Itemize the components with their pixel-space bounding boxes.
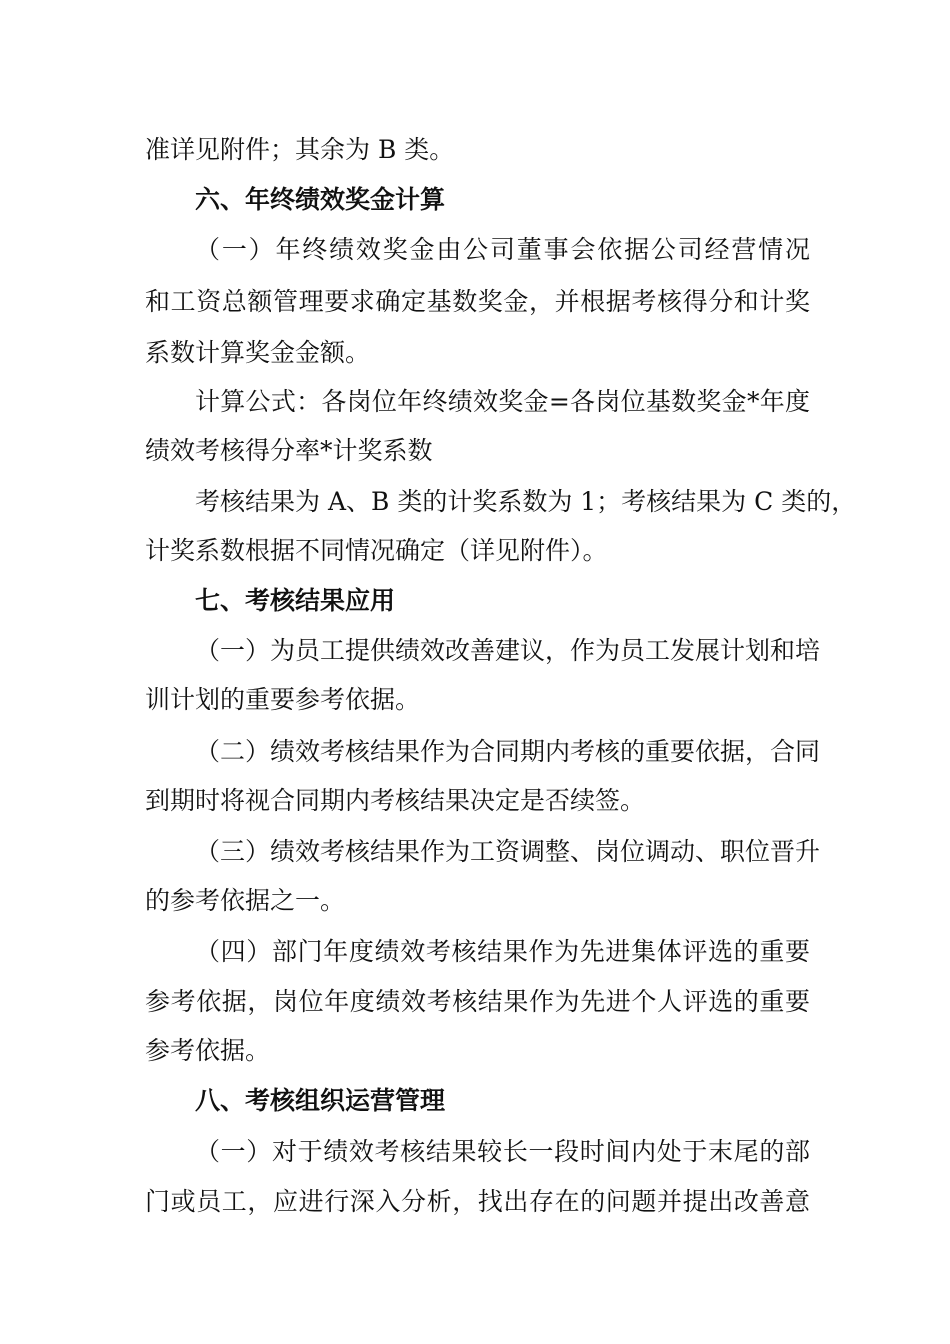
paragraph-line: （一）年终绩效奖金由公司董事会依据公司经营情况 xyxy=(195,235,810,264)
paragraph-line: 的参考依据之一。 xyxy=(145,886,346,915)
paragraph-line: （一）为员工提供绩效改善建议，作为员工发展计划和培 xyxy=(195,636,821,665)
section-heading-six: 六、年终绩效奖金计算 xyxy=(195,185,446,214)
paragraph-line: 计奖系数根据不同情况确定（详见附件）。 xyxy=(145,536,608,565)
formula-line: 计算公式：各岗位年终绩效奖金=各岗位基数奖金*年度 xyxy=(195,387,810,416)
paragraph-line: 到期时将视合同期内考核结果决定是否续签。 xyxy=(145,786,646,815)
paragraph-line: （一）对于绩效考核结果较长一段时间内处于末尾的部 xyxy=(195,1137,810,1166)
paragraph-line: （四）部门年度绩效考核结果作为先进集体评选的重要 xyxy=(195,937,810,966)
paragraph-line: 准详见附件；其余为 B 类。 xyxy=(145,135,455,164)
paragraph-line: 考核结果为 A、B 类的计奖系数为 1；考核结果为 C 类的， xyxy=(195,487,857,516)
paragraph-line: 训计划的重要参考依据。 xyxy=(145,685,421,714)
formula-line: 绩效考核得分率*计奖系数 xyxy=(145,436,433,465)
paragraph-line: 系数计算奖金金额。 xyxy=(145,338,371,367)
section-heading-eight: 八、考核组织运营管理 xyxy=(195,1086,446,1115)
paragraph-line: 参考依据。 xyxy=(145,1036,271,1065)
paragraph-line: （二）绩效考核结果作为合同期内考核的重要依据，合同 xyxy=(195,737,821,766)
paragraph-line: 参考依据，岗位年度绩效考核结果作为先进个人评选的重要 xyxy=(145,987,810,1016)
paragraph-line: 门或员工，应进行深入分析，找出存在的问题并提出改善意 xyxy=(145,1187,810,1216)
section-heading-seven: 七、考核结果应用 xyxy=(195,586,396,615)
paragraph-line: （三）绩效考核结果作为工资调整、岗位调动、职位晋升 xyxy=(195,837,821,866)
paragraph-line: 和工资总额管理要求确定基数奖金，并根据考核得分和计奖 xyxy=(145,287,810,316)
